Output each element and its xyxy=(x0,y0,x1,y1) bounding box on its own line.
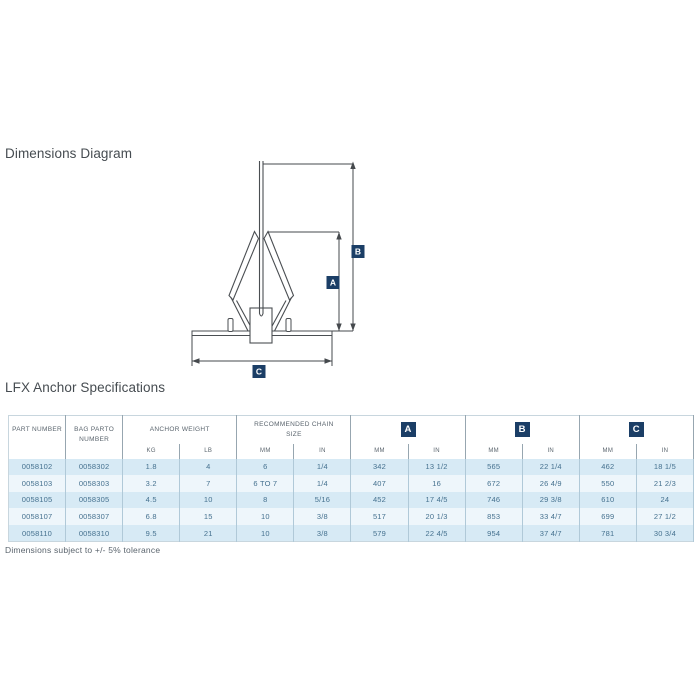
table-cell: 342 xyxy=(351,459,408,476)
table-row xyxy=(9,475,694,492)
column-group-b xyxy=(465,416,579,444)
table-cell: 17 4/5 xyxy=(408,492,465,509)
table-row xyxy=(9,492,694,509)
table-cell: 26 4/9 xyxy=(522,475,579,492)
anchor-crown-arm-left xyxy=(231,298,252,332)
table-cell: 24 xyxy=(636,492,693,509)
table-cell: 10 xyxy=(237,525,294,542)
specs-section-title: LFX Anchor Specifications xyxy=(5,380,166,395)
dim-label-b: B xyxy=(354,246,362,257)
table-cell: 15 xyxy=(180,508,237,525)
table-cell: 0058302 xyxy=(66,459,123,476)
table-cell: 20 1/3 xyxy=(408,508,465,525)
table-cell: 462 xyxy=(579,459,636,476)
table-cell: 18 1/5 xyxy=(636,459,693,476)
table-cell: 29 3/8 xyxy=(522,492,579,509)
column-header-label: ANCHOR WEIGHT xyxy=(149,425,210,433)
table-row xyxy=(9,508,694,525)
table-cell: 3/8 xyxy=(294,525,351,542)
table-cell: 954 xyxy=(465,525,522,542)
table-cell: 1/4 xyxy=(294,459,351,476)
column-header xyxy=(237,416,351,444)
column-header xyxy=(66,416,123,459)
table-cell: 6.8 xyxy=(123,508,180,525)
table-row xyxy=(9,459,694,476)
column-subheader: IN xyxy=(294,444,351,459)
table-cell: 0058103 xyxy=(9,475,66,492)
table-cell: 5/16 xyxy=(294,492,351,509)
table-cell: 781 xyxy=(579,525,636,542)
table-cell: 8 xyxy=(237,492,294,509)
dim-badge-a-header: A xyxy=(401,422,416,437)
dim-label-c: C xyxy=(255,366,263,377)
table-cell: 1.8 xyxy=(123,459,180,476)
dimensions-diagram xyxy=(180,150,450,382)
table-cell: 550 xyxy=(579,475,636,492)
anchor-fluke-right xyxy=(264,232,294,301)
column-subheader: MM xyxy=(465,444,522,459)
table-body xyxy=(9,459,694,542)
column-subheader: KG xyxy=(123,444,180,459)
column-subheader: IN xyxy=(522,444,579,459)
table-cell: 672 xyxy=(465,475,522,492)
table-cell: 4.5 xyxy=(123,492,180,509)
table-cell: 452 xyxy=(351,492,408,509)
table-cell: 10 xyxy=(237,508,294,525)
column-header-label: PART NUMBER xyxy=(12,426,62,433)
anchor-stock-pin-left xyxy=(228,319,233,332)
column-subheader: IN xyxy=(636,444,693,459)
column-group-c xyxy=(579,416,693,444)
table-cell: 517 xyxy=(351,508,408,525)
table-cell: 6 TO 7 xyxy=(237,475,294,492)
table-cell: 579 xyxy=(351,525,408,542)
table-cell: 22 4/5 xyxy=(408,525,465,542)
table-cell: 746 xyxy=(465,492,522,509)
table-cell: 21 xyxy=(180,525,237,542)
table-cell: 22 1/4 xyxy=(522,459,579,476)
table-cell: 33 4/7 xyxy=(522,508,579,525)
table-cell: 853 xyxy=(465,508,522,525)
dim-badge-b-header: B xyxy=(515,422,530,437)
dim-badge-c-header: C xyxy=(629,422,644,437)
column-header-label: BAG PARTO NUMBER xyxy=(74,426,115,444)
column-subheader: MM xyxy=(237,444,294,459)
table-cell: 1/4 xyxy=(294,475,351,492)
anchor-stock-pin-right xyxy=(286,319,291,332)
column-group-a xyxy=(351,416,465,444)
table-cell: 3.2 xyxy=(123,475,180,492)
anchor-crown-block xyxy=(250,308,272,343)
table-cell: 610 xyxy=(579,492,636,509)
table-cell: 13 1/2 xyxy=(408,459,465,476)
table-cell: 0058307 xyxy=(66,508,123,525)
table-cell: 407 xyxy=(351,475,408,492)
table-cell: 37 4/7 xyxy=(522,525,579,542)
table-cell: 0058105 xyxy=(9,492,66,509)
table-cell: 0058110 xyxy=(9,525,66,542)
table-cell: 21 2/3 xyxy=(636,475,693,492)
table-cell: 0058303 xyxy=(66,475,123,492)
column-subheader: IN xyxy=(408,444,465,459)
anchor-shank xyxy=(260,161,264,316)
table-cell: 0058102 xyxy=(9,459,66,476)
column-subheader: MM xyxy=(351,444,408,459)
table-cell: 10 xyxy=(180,492,237,509)
column-header xyxy=(9,416,66,459)
specifications-table xyxy=(8,415,694,542)
table-cell: 0058305 xyxy=(66,492,123,509)
table-cell: 6 xyxy=(237,459,294,476)
column-header-label: RECOMMENDED CHAIN SIZE xyxy=(254,420,334,438)
column-subheader: LB xyxy=(180,444,237,459)
anchor-fluke-left xyxy=(229,232,259,301)
table-cell: 4 xyxy=(180,459,237,476)
tolerance-note: Dimensions subject to +/- 5% tolerance xyxy=(5,545,161,555)
table-row xyxy=(9,525,694,542)
table-cell: 0058107 xyxy=(9,508,66,525)
table-cell: 7 xyxy=(180,475,237,492)
table-cell: 16 xyxy=(408,475,465,492)
table-header xyxy=(9,416,694,459)
anchor-diagram-drawing xyxy=(180,150,450,382)
table-cell: 30 3/4 xyxy=(636,525,693,542)
diagram-section-title: Dimensions Diagram xyxy=(5,146,133,161)
column-header xyxy=(123,416,237,444)
column-subheader: MM xyxy=(579,444,636,459)
header-group-row xyxy=(9,416,694,444)
table-cell: 3/8 xyxy=(294,508,351,525)
dim-label-a: A xyxy=(329,277,337,288)
table-cell: 0058310 xyxy=(66,525,123,542)
table-cell: 699 xyxy=(579,508,636,525)
table-cell: 9.5 xyxy=(123,525,180,542)
table-cell: 27 1/2 xyxy=(636,508,693,525)
table-cell: 565 xyxy=(465,459,522,476)
